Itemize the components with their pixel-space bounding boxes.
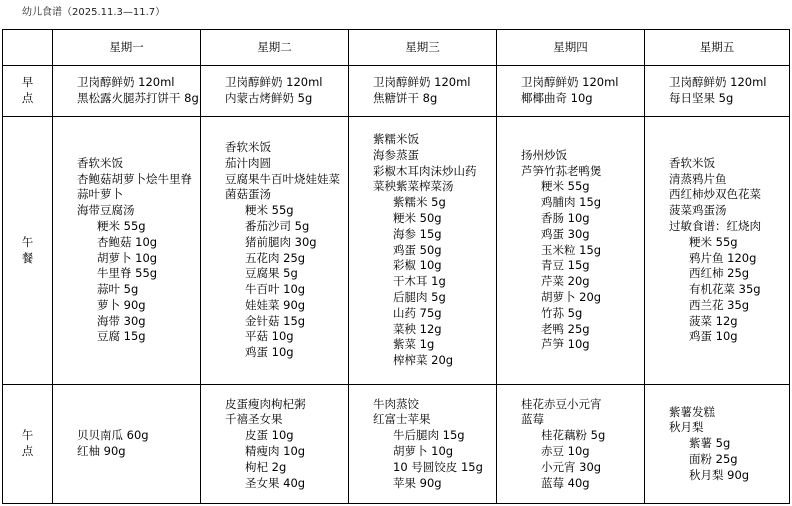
ingredient-item: 海带 30g bbox=[97, 313, 146, 328]
dish-name: 卫岗醇鲜奶 120ml bbox=[669, 75, 767, 90]
meal-label-char: 点 bbox=[21, 91, 34, 105]
menu-cell bbox=[201, 117, 349, 385]
ingredient-item: 山药 75g bbox=[393, 305, 442, 320]
ingredient-item: 干木耳 1g bbox=[393, 274, 446, 289]
dish-name: 菠菜鸡蛋汤 bbox=[669, 203, 727, 218]
dish-name: 红柚 90g bbox=[77, 444, 126, 458]
ingredient-item: 赤豆 10g bbox=[541, 444, 590, 458]
ingredient-item: 粳米 55g bbox=[245, 203, 294, 218]
ingredient-item: 蒜叶 5g bbox=[97, 282, 139, 297]
dish-name: 杏鲍菇胡萝卜烩牛里脊 bbox=[77, 171, 192, 186]
meal-row-lunch bbox=[3, 117, 790, 385]
ingredient-item: 牛里脊 55g bbox=[97, 266, 158, 281]
ingredient-item: 海参 15g bbox=[393, 226, 442, 241]
dish-name: 红富士苹果 bbox=[373, 412, 431, 427]
dish-name: 茄汁肉圆 bbox=[225, 155, 271, 170]
cell-content bbox=[497, 148, 644, 353]
corner-cell bbox=[3, 30, 53, 66]
dish-name: 蒜叶萝卜 bbox=[77, 187, 123, 202]
ingredient-item: 秋月梨 90g bbox=[689, 467, 750, 482]
meal-label-char: 早 bbox=[21, 75, 34, 90]
menu-cell bbox=[201, 385, 349, 504]
meal-label-char: 点 bbox=[21, 444, 34, 458]
ingredient-item: 猪前腿肉 30g bbox=[245, 234, 317, 249]
meal-label-char: 午 bbox=[21, 234, 34, 249]
cell-content bbox=[349, 132, 496, 369]
ingredient-item: 香肠 10g bbox=[541, 211, 590, 225]
meal-label bbox=[3, 66, 53, 117]
dish-name: 牛肉蒸饺 bbox=[373, 396, 419, 411]
dish-name: 紫薯发糕 bbox=[669, 404, 715, 419]
meal-label bbox=[3, 385, 53, 504]
cell-content bbox=[201, 140, 348, 361]
dish-name: 菜秧紫菜榨菜汤 bbox=[373, 179, 454, 194]
cell-content bbox=[53, 156, 200, 346]
ingredient-item: 菜秧 12g bbox=[393, 321, 442, 336]
dish-name: 海参蒸蛋 bbox=[373, 147, 419, 162]
ingredient-item: 粳米 55g bbox=[97, 218, 146, 233]
dish-name: 焦糖饼干 8g bbox=[373, 91, 438, 105]
ingredient-item: 五花肉 25g bbox=[245, 250, 306, 265]
ingredient-item: 精瘦肉 10g bbox=[245, 444, 306, 458]
dish-name: 每日坚果 5g bbox=[669, 91, 734, 105]
ingredient-item: 鸡蛋 30g bbox=[541, 226, 590, 241]
ingredient-item: 娃娃菜 90g bbox=[245, 297, 306, 312]
ingredient-item: 金针菇 15g bbox=[245, 313, 306, 328]
dish-name: 豆腐果牛百叶烧娃娃菜 bbox=[225, 171, 340, 186]
dish-name: 西红柿炒双色花菜 bbox=[669, 187, 761, 202]
menu-cell bbox=[201, 66, 349, 117]
ingredient-item: 西兰花 35g bbox=[689, 297, 750, 312]
ingredient-item: 有机花菜 35g bbox=[689, 282, 761, 297]
dish-name: 菌菇蛋汤 bbox=[225, 187, 271, 202]
dish-name: 椰椰曲奇 10g bbox=[521, 91, 593, 105]
meal-row-snack bbox=[3, 385, 790, 504]
meal-label-char: 餐 bbox=[21, 250, 34, 265]
ingredient-item: 紫薯 5g bbox=[689, 436, 731, 451]
dish-name: 内蒙古烤鲜奶 5g bbox=[225, 91, 313, 105]
ingredient-item: 芦笋 10g bbox=[541, 337, 590, 352]
cell-content bbox=[201, 75, 348, 107]
cell-content bbox=[201, 397, 348, 492]
ingredient-item: 紫菜 1g bbox=[393, 337, 435, 352]
dish-name: 卫岗醇鲜奶 120ml bbox=[521, 75, 619, 90]
ingredient-item: 牛百叶 10g bbox=[245, 282, 306, 297]
menu-cell bbox=[349, 117, 497, 385]
ingredient-item: 杏鲍菇 10g bbox=[97, 234, 158, 249]
ingredient-item: 榨榨菜 20g bbox=[393, 353, 454, 368]
ingredient-item: 10 号圆饺皮 15g bbox=[393, 459, 483, 474]
menu-cell bbox=[53, 117, 201, 385]
ingredient-item: 青豆 15g bbox=[541, 258, 590, 273]
day-header-mon: 星期一 bbox=[53, 30, 201, 66]
ingredient-item: 芹菜 20g bbox=[541, 274, 590, 289]
ingredient-item: 鸡脯肉 15g bbox=[541, 195, 602, 210]
dish-name: 卫岗醇鲜奶 120ml bbox=[225, 75, 323, 90]
cell-content bbox=[349, 397, 496, 492]
dish-name: 桂花赤豆小元宵 bbox=[521, 396, 602, 411]
page-title: 幼儿食谱（2025.11.3—11.7） bbox=[22, 7, 166, 18]
dish-name: 千禧圣女果 bbox=[225, 412, 283, 427]
header-row bbox=[3, 30, 790, 66]
cell-content bbox=[497, 75, 644, 107]
ingredient-item: 后腿肉 5g bbox=[393, 289, 446, 304]
ingredient-item: 小元宵 30g bbox=[541, 459, 602, 474]
cell-content bbox=[53, 428, 200, 460]
dish-name: 贝贝南瓜 60g bbox=[77, 428, 149, 443]
dish-name: 香软米饭 bbox=[225, 139, 271, 154]
menu-cell bbox=[645, 66, 790, 117]
ingredient-item: 鸦片鱼 120g bbox=[689, 250, 757, 265]
ingredient-item: 彩椒 10g bbox=[393, 258, 442, 273]
ingredient-item: 枸杞 2g bbox=[245, 459, 287, 474]
day-header-thu: 星期四 bbox=[497, 30, 645, 66]
ingredient-item: 鸡蛋 10g bbox=[245, 345, 294, 360]
ingredient-item: 胡萝卜 20g bbox=[541, 289, 602, 304]
day-header-tue: 星期二 bbox=[201, 30, 349, 66]
dish-name: 香软米饭 bbox=[77, 155, 123, 170]
menu-cell bbox=[53, 385, 201, 504]
ingredient-item: 西红柿 25g bbox=[689, 266, 750, 281]
ingredient-item: 老鸭 25g bbox=[541, 321, 590, 336]
dish-name: 紫糯米饭 bbox=[373, 132, 419, 147]
meal-label bbox=[3, 117, 53, 385]
menu-table bbox=[2, 29, 790, 504]
ingredient-item: 萝卜 90g bbox=[97, 297, 146, 312]
ingredient-item: 胡萝卜 10g bbox=[97, 250, 158, 265]
cell-content bbox=[645, 405, 789, 484]
ingredient-item: 面粉 25g bbox=[689, 451, 738, 466]
ingredient-item: 粳米 50g bbox=[393, 211, 442, 225]
cell-content bbox=[645, 156, 789, 346]
day-header-fri: 星期五 bbox=[645, 30, 790, 66]
dish-name: 香软米饭 bbox=[669, 155, 715, 170]
ingredient-item: 豆腐果 5g bbox=[245, 266, 298, 281]
ingredient-item: 圣女果 40g bbox=[245, 475, 306, 490]
menu-cell bbox=[53, 66, 201, 117]
ingredient-item: 蓝莓 40g bbox=[541, 475, 590, 490]
dish-name: 卫岗醇鲜奶 120ml bbox=[77, 75, 175, 90]
cell-content bbox=[349, 75, 496, 107]
dish-name: 皮蛋瘦肉枸杞粥 bbox=[225, 396, 306, 411]
ingredient-item: 粳米 55g bbox=[541, 179, 590, 194]
dish-name: 海带豆腐汤 bbox=[77, 203, 135, 218]
ingredient-item: 胡萝卜 10g bbox=[393, 444, 454, 458]
ingredient-item: 竹荪 5g bbox=[541, 305, 583, 320]
ingredient-item: 豆腐 15g bbox=[97, 329, 146, 344]
meal-label-char: 午 bbox=[21, 428, 34, 443]
ingredient-item: 菠菜 12g bbox=[689, 313, 738, 328]
ingredient-item: 紫糯米 5g bbox=[393, 195, 446, 210]
ingredient-item: 苹果 90g bbox=[393, 475, 442, 490]
dish-name: 黑松露火腿苏打饼干 8g bbox=[77, 91, 199, 105]
ingredient-item: 粳米 55g bbox=[689, 234, 738, 249]
cell-content bbox=[53, 75, 200, 107]
meal-row-breakfast bbox=[3, 66, 790, 117]
ingredient-item: 牛后腿肉 15g bbox=[393, 428, 465, 443]
menu-cell bbox=[497, 385, 645, 504]
ingredient-item: 平菇 10g bbox=[245, 329, 294, 344]
menu-cell bbox=[497, 117, 645, 385]
ingredient-item: 鸡蛋 10g bbox=[689, 329, 738, 344]
dish-name: 过敏食谱：红烧肉 bbox=[669, 218, 761, 233]
dish-name: 扬州炒饭 bbox=[521, 147, 567, 162]
dish-name: 彩椒木耳肉沫炒山药 bbox=[373, 163, 477, 178]
dish-name: 秋月梨 bbox=[669, 420, 704, 435]
dish-name: 卫岗醇鲜奶 120ml bbox=[373, 75, 471, 90]
dish-name: 蓝莓 bbox=[521, 412, 544, 427]
day-header-wed: 星期三 bbox=[349, 30, 497, 66]
cell-content bbox=[497, 397, 644, 492]
menu-cell bbox=[349, 66, 497, 117]
cell-content bbox=[645, 75, 789, 107]
menu-cell bbox=[645, 117, 790, 385]
menu-cell bbox=[497, 66, 645, 117]
menu-cell bbox=[349, 385, 497, 504]
ingredient-item: 桂花藕粉 5g bbox=[541, 428, 606, 443]
menu-cell bbox=[645, 385, 790, 504]
ingredient-item: 番茄沙司 5g bbox=[245, 218, 310, 233]
dish-name: 芦笋竹荪老鸭煲 bbox=[521, 163, 602, 178]
ingredient-item: 玉米粒 15g bbox=[541, 242, 602, 257]
ingredient-item: 皮蛋 10g bbox=[245, 428, 294, 443]
ingredient-item: 鸡蛋 50g bbox=[393, 242, 442, 257]
dish-name: 清蒸鸦片鱼 bbox=[669, 171, 727, 186]
